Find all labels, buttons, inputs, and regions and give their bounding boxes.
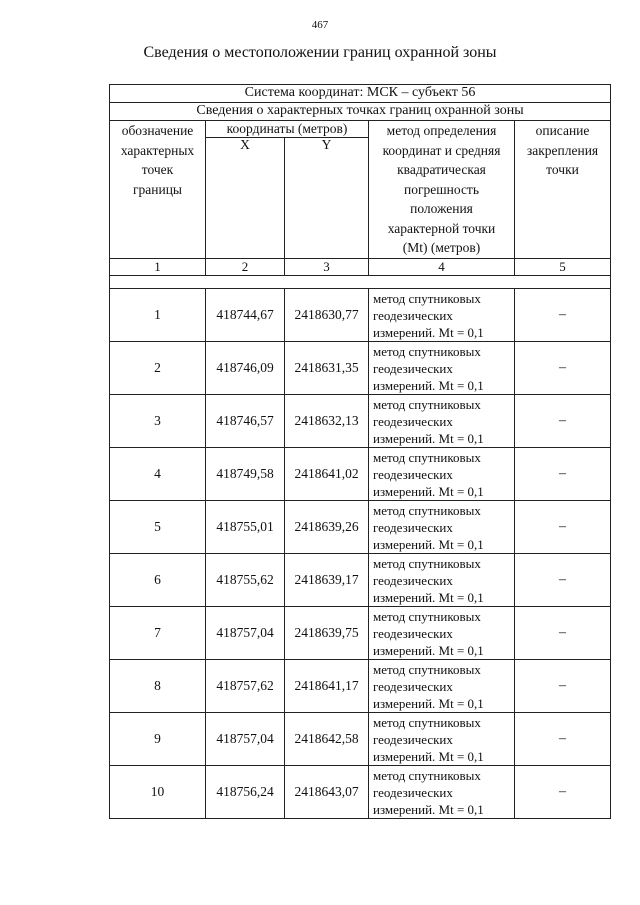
coordinate-y: 2418639,75 [285, 607, 369, 660]
description-cell: – [515, 713, 611, 766]
method-cell [369, 660, 515, 713]
point-number: 4 [110, 448, 206, 501]
description-cell: – [515, 607, 611, 660]
coordinate-y: 2418641,17 [285, 660, 369, 713]
method-line: метод спутниковых [373, 767, 481, 783]
coordinate-x: 418755,62 [206, 554, 285, 607]
method-line: геодезических [373, 572, 453, 588]
point-number: 5 [110, 501, 206, 554]
table-row [110, 501, 611, 554]
coordinate-y: 2418643,07 [285, 766, 369, 819]
spacer-row [110, 276, 611, 289]
point-number: 3 [110, 395, 206, 448]
table-row [110, 554, 611, 607]
table-row [110, 713, 611, 766]
description-cell: – [515, 766, 611, 819]
header-description-line: точки [546, 162, 579, 177]
method-line: измерений. Mt = 0,1 [373, 642, 484, 658]
table-row [110, 607, 611, 660]
header-coordinates: координаты (метров) [206, 121, 369, 138]
coordinate-x: 418756,24 [206, 766, 285, 819]
coordinate-y: 2418630,77 [285, 289, 369, 342]
page-number: 467 [311, 19, 329, 31]
coordinate-x: 418746,57 [206, 395, 285, 448]
header-method-line: метод определения [386, 123, 497, 138]
point-number: 2 [110, 342, 206, 395]
point-number: 1 [110, 289, 206, 342]
method-line: геодезических [373, 625, 453, 641]
method-line: измерений. Mt = 0,1 [373, 536, 484, 552]
method-cell [369, 395, 515, 448]
coordinate-x: 418744,67 [206, 289, 285, 342]
coordinate-y: 2418631,35 [285, 342, 369, 395]
method-line: измерений. Mt = 0,1 [373, 801, 484, 817]
method-line: измерений. Mt = 0,1 [373, 589, 484, 605]
method-line: геодезических [373, 678, 453, 694]
description-cell: – [515, 289, 611, 342]
header-designation-line: границы [132, 181, 183, 197]
point-number: 6 [110, 554, 206, 607]
coordinate-x: 418757,62 [206, 660, 285, 713]
boundary-points-table [109, 84, 611, 819]
header-x: X [206, 138, 285, 259]
method-line: метод спутниковых [373, 449, 481, 465]
method-line: метод спутниковых [373, 714, 481, 730]
method-line: измерений. Mt = 0,1 [373, 377, 484, 393]
header-description-line: описание [535, 123, 590, 138]
coordinate-y: 2418639,26 [285, 501, 369, 554]
method-cell [369, 342, 515, 395]
point-number: 7 [110, 607, 206, 660]
method-line: метод спутниковых [373, 396, 481, 412]
method-line: геодезических [373, 466, 453, 482]
coordinate-system-header: Система координат: МСК – субъект 56 [110, 85, 611, 103]
method-cell [369, 448, 515, 501]
description-cell: – [515, 660, 611, 713]
coordinate-y: 2418642,58 [285, 713, 369, 766]
header-designation-line: точек [141, 162, 174, 177]
method-line: геодезических [373, 307, 453, 323]
table-row [110, 448, 611, 501]
method-line: геодезических [373, 519, 453, 535]
method-line: метод спутниковых [373, 502, 481, 518]
header-designation [110, 121, 206, 259]
method-cell [369, 554, 515, 607]
coordinate-x: 418746,09 [206, 342, 285, 395]
coordinate-x: 418755,01 [206, 501, 285, 554]
header-description [515, 121, 611, 259]
method-line: измерений. Mt = 0,1 [373, 748, 484, 764]
column-number: 4 [369, 259, 515, 276]
method-cell [369, 713, 515, 766]
table-row [110, 395, 611, 448]
header-method-line: координат и средняя [382, 142, 501, 158]
method-line: геодезических [373, 413, 453, 429]
coordinate-y: 2418632,13 [285, 395, 369, 448]
method-cell [369, 766, 515, 819]
header-method-line: положения [410, 201, 473, 216]
method-line: метод спутниковых [373, 661, 481, 677]
header-method [369, 121, 515, 259]
method-line: метод спутниковых [373, 290, 481, 306]
header-designation-line: обозначение [121, 123, 194, 138]
description-cell: – [515, 501, 611, 554]
point-number: 9 [110, 713, 206, 766]
column-number: 1 [110, 259, 206, 276]
column-number: 5 [515, 259, 611, 276]
table-row [110, 342, 611, 395]
point-number: 8 [110, 660, 206, 713]
section-header: Сведения о характерных точках границ охранной зоны [110, 103, 611, 121]
table-row [110, 289, 611, 342]
description-cell: – [515, 448, 611, 501]
coordinate-y: 2418639,17 [285, 554, 369, 607]
table-row [110, 766, 611, 819]
method-line: метод спутниковых [373, 555, 481, 571]
table-row [110, 660, 611, 713]
method-line: измерений. Mt = 0,1 [373, 324, 484, 340]
method-line: геодезических [373, 360, 453, 376]
method-line: метод спутниковых [373, 343, 481, 359]
coordinate-x: 418757,04 [206, 607, 285, 660]
header-method-line: погрешность [403, 181, 479, 197]
method-line: измерений. Mt = 0,1 [373, 695, 484, 711]
point-number: 10 [110, 766, 206, 819]
method-line: измерений. Mt = 0,1 [373, 430, 484, 446]
header-designation-line: характерных [120, 142, 195, 158]
header-y: Y [285, 138, 369, 259]
description-cell: – [515, 554, 611, 607]
method-line: геодезических [373, 731, 453, 747]
coordinate-y: 2418641,02 [285, 448, 369, 501]
description-cell: – [515, 395, 611, 448]
coordinate-x: 418757,04 [206, 713, 285, 766]
method-cell [369, 607, 515, 660]
header-method-line: характерной точки [387, 220, 496, 236]
coordinate-x: 418749,58 [206, 448, 285, 501]
method-line: измерений. Mt = 0,1 [373, 483, 484, 499]
method-line: метод спутниковых [373, 608, 481, 624]
method-line: геодезических [373, 784, 453, 800]
header-method-line: (Mt) (метров) [402, 240, 481, 255]
column-number: 2 [206, 259, 285, 276]
header-description-line: закрепления [526, 142, 599, 158]
header-method-line: квадратическая [397, 162, 486, 177]
description-cell: – [515, 342, 611, 395]
spacer-cell [110, 276, 611, 289]
document-title: Сведения о местоположении границ охранной зоны [143, 44, 497, 61]
method-cell [369, 289, 515, 342]
method-cell [369, 501, 515, 554]
column-number: 3 [285, 259, 369, 276]
